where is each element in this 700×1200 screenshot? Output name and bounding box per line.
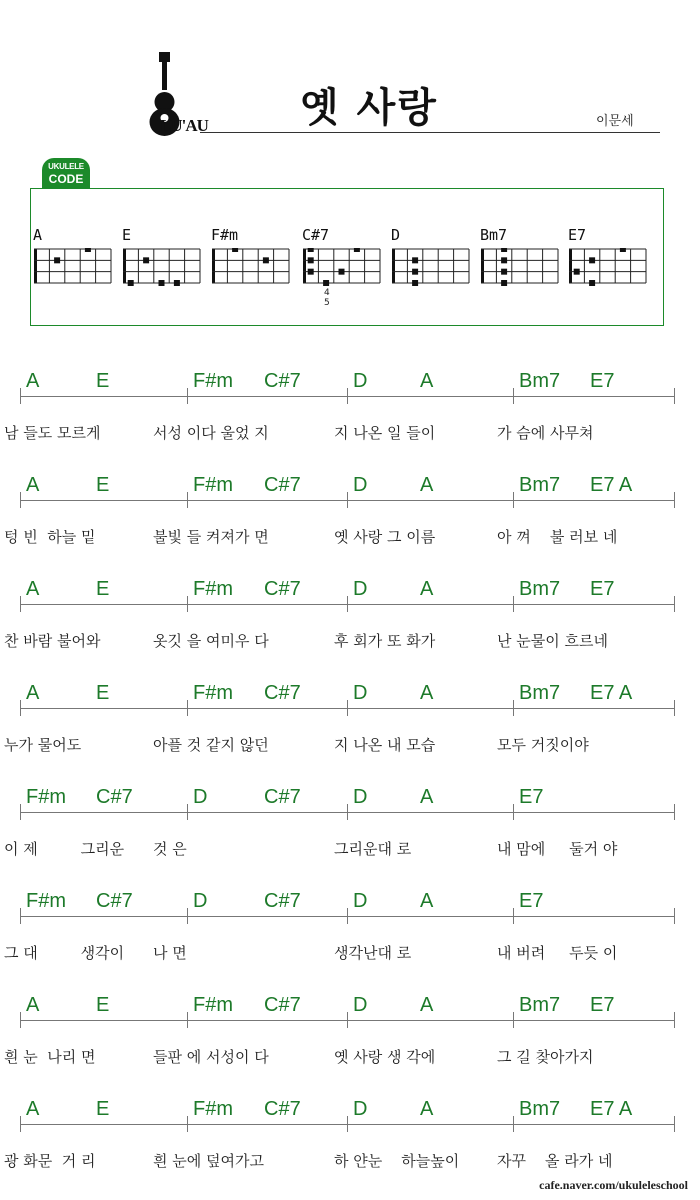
chord-label: C#7 [96,786,133,808]
chord-diagram-name: Bm7 [480,226,508,244]
chord-label: D [353,786,368,808]
chord-label: E [96,994,110,1016]
finger-dot [159,280,165,286]
finger-dot [143,257,149,263]
lyric-text: 옛 사랑 그 이름 [334,528,436,546]
bar-tick [20,596,21,612]
chord-label: A [420,786,434,808]
chord-label: D [193,890,208,912]
lyric-text: 이 제 그리운 [4,840,125,858]
lyric-text: 자꾸 올 라가 네 [497,1152,613,1170]
fretboard-grid [122,248,204,286]
chord-label: F#m [26,786,66,808]
chord-diagram-name: E7 [568,226,587,244]
chord-label: E7 A [590,1098,633,1120]
chord-label: Bm7 [519,474,561,496]
chord-label: D [353,682,368,704]
bar-tick [513,596,514,612]
chord-label: E7 [590,994,615,1016]
finger-dot [323,280,329,286]
bar-tick [20,492,21,508]
bar-tick [347,388,348,404]
chord-label: D [193,786,208,808]
chord-label: A [26,370,40,392]
badge-line1: UKULELE [48,162,84,171]
bar-tick [187,908,188,924]
bar-tick [674,700,675,716]
chord-label: C#7 [264,890,301,912]
chord-label: Bm7 [519,1098,561,1120]
chord-label: A [26,994,40,1016]
chord-label: F#m [26,890,66,912]
song-row [0,472,700,562]
lyric-text: 가 슴에 사무쳐 [497,424,594,442]
chord-label: A [420,1098,434,1120]
chord-label: F#m [193,370,233,392]
chord-label: E7 [590,578,615,600]
song-row [0,680,700,770]
lyric-text: 옛 사랑 생 각에 [334,1048,436,1066]
chord-label: C#7 [264,578,301,600]
lyric-text: 지 나온 내 모습 [334,736,436,754]
chord-label: A [420,682,434,704]
chord-label: A [420,890,434,912]
finger-dot [174,280,180,286]
song-title: 옛 사랑 [300,85,438,131]
fret-number-label: 4 5 [324,288,330,308]
bar-tick [187,596,188,612]
chord-label: D [353,1098,368,1120]
bar-tick [513,1116,514,1132]
bar-tick [187,492,188,508]
bar-tick [187,388,188,404]
chord-label: Bm7 [519,370,561,392]
chord-label: C#7 [264,370,301,392]
finger-dot [501,248,507,252]
chord-label: E7 [519,890,544,912]
lyric-text: 내 맘에 둘거 야 [497,840,618,858]
song-row [0,368,700,458]
bar-tick [513,804,514,820]
chord-label: E [96,578,110,600]
lyric-text: 그리운대 로 [334,840,412,858]
chord-label: E [96,370,110,392]
chord-label: C#7 [96,890,133,912]
lyric-text: 내 버려 두듯 이 [497,944,618,962]
logo-text: LU'AU [160,116,208,135]
bar-tick [187,1116,188,1132]
finger-dot [232,248,238,252]
fretboard-grid [33,248,115,286]
chord-label: D [353,890,368,912]
bar-tick [674,908,675,924]
bar-tick [187,804,188,820]
chord-label: F#m [193,474,233,496]
chord-label: Bm7 [519,682,561,704]
chord-label: A [420,578,434,600]
finger-dot [308,269,314,275]
chord-diagram-name: C#7 [302,226,330,244]
song-row [0,784,700,874]
fretboard-grid [568,248,650,286]
bar-tick [513,700,514,716]
lyric-text: 찬 바람 불어와 [4,632,101,650]
finger-dot [412,280,418,286]
bar-tick [20,1116,21,1132]
bar-tick [674,1012,675,1028]
bar-tick [347,1012,348,1028]
song-row [0,1096,700,1186]
lyric-text: 그 길 찾아가지 [497,1048,594,1066]
finger-dot [620,248,626,252]
footer-url: cafe.naver.com/ukuleleschool [539,1178,688,1192]
chord-label: A [420,370,434,392]
header-underline [200,132,660,133]
lyric-text: 흰 눈 나리 면 [4,1048,96,1066]
lyric-text: 그 대 생각이 [4,944,125,962]
chord-label: E7 A [590,474,633,496]
lyric-text: 옷깃 을 여미우 다 [153,632,269,650]
chord-label: A [420,474,434,496]
finger-dot [412,269,418,275]
bar-tick [20,908,21,924]
chord-label: F#m [193,1098,233,1120]
bar-tick [20,1012,21,1028]
chord-label: E [96,1098,110,1120]
song-row [0,888,700,978]
lyric-text: 나 면 [153,944,187,962]
lyric-text: 아플 것 같지 않던 [153,736,269,754]
song-row [0,992,700,1082]
bar-tick [187,700,188,716]
chord-label: E7 [519,786,544,808]
chord-diagram-name: D [391,226,401,244]
chord-label: A [26,474,40,496]
finger-dot [263,257,269,263]
finger-dot [85,248,91,252]
bar-tick [20,804,21,820]
ukulele-code-badge [42,158,90,188]
chord-label: F#m [193,578,233,600]
chord-label: E [96,474,110,496]
bar-tick [20,700,21,716]
bar-tick [513,492,514,508]
lyric-text: 난 눈물이 흐르네 [497,632,608,650]
lyric-text: 하 얀눈 하늘높이 [334,1152,460,1170]
chord-label: E [96,682,110,704]
chord-label: D [353,370,368,392]
finger-dot [589,257,595,263]
fretboard-grid [211,248,293,286]
finger-dot [412,257,418,263]
chord-diagram-name: F#m [211,226,239,244]
bar-tick [347,700,348,716]
chord-label: A [26,682,40,704]
lyric-text: 서성 이다 울었 지 [153,424,269,442]
chord-label: C#7 [264,994,301,1016]
song-row [0,576,700,666]
lyric-text: 후 회가 또 화가 [334,632,436,650]
chord-label: Bm7 [519,578,561,600]
chord-label: C#7 [264,786,301,808]
bar-tick [674,804,675,820]
fretboard-grid [302,248,384,286]
lyric-text: 남 들도 모르게 [4,424,101,442]
chord-label: F#m [193,682,233,704]
chord-label: C#7 [264,682,301,704]
lyric-text: 불빛 들 켜져가 면 [153,528,269,546]
finger-dot [501,257,507,263]
chord-label: A [26,578,40,600]
bar-tick [674,492,675,508]
lyric-text: 아 껴 불 러보 네 [497,528,618,546]
chord-label: E7 [590,370,615,392]
finger-dot [54,257,60,263]
bar-tick [187,1012,188,1028]
bar-tick [347,804,348,820]
finger-dot [501,280,507,286]
chord-label: C#7 [264,1098,301,1120]
finger-dot [308,257,314,263]
bar-tick [674,388,675,404]
chord-label: D [353,474,368,496]
finger-dot [339,269,345,275]
lyric-text: 광 화문 거 리 [4,1152,96,1170]
bar-tick [513,908,514,924]
lyric-text: 모두 거짓이야 [497,736,589,754]
chord-label: A [420,994,434,1016]
badge-line2: CODE [48,172,84,186]
bar-tick [20,388,21,404]
finger-dot [354,248,360,252]
chord-label: C#7 [264,474,301,496]
bar-tick [513,388,514,404]
lyric-text: 생각난대 로 [334,944,412,962]
bar-tick [513,1012,514,1028]
chord-label: Bm7 [519,994,561,1016]
chord-diagram-name: A [33,226,43,244]
bar-tick [347,1116,348,1132]
finger-dot [128,280,134,286]
lyric-text: 누가 물어도 [4,736,82,754]
bar-tick [674,596,675,612]
lyric-text: 지 나온 일 들이 [334,424,436,442]
lyric-text: 들판 에 서성이 다 [153,1048,269,1066]
fretboard-grid [391,248,473,286]
chord-label: E7 A [590,682,633,704]
chord-label: D [353,578,368,600]
chord-label: F#m [193,994,233,1016]
lyric-text: 텅 빈 하늘 밑 [4,528,96,546]
bar-tick [347,908,348,924]
song-artist: 이문세 [596,114,634,129]
chord-label: A [26,1098,40,1120]
finger-dot [308,248,314,252]
chord-diagram-name: E [122,226,132,244]
bar-tick [674,1116,675,1132]
finger-dot [501,269,507,275]
chord-label: D [353,994,368,1016]
lyric-text: 것 은 [153,840,187,858]
bar-tick [347,492,348,508]
fretboard-grid [480,248,562,286]
finger-dot [574,269,580,275]
lyric-text: 흰 눈에 덮여가고 [153,1152,264,1170]
finger-dot [589,280,595,286]
bar-tick [347,596,348,612]
